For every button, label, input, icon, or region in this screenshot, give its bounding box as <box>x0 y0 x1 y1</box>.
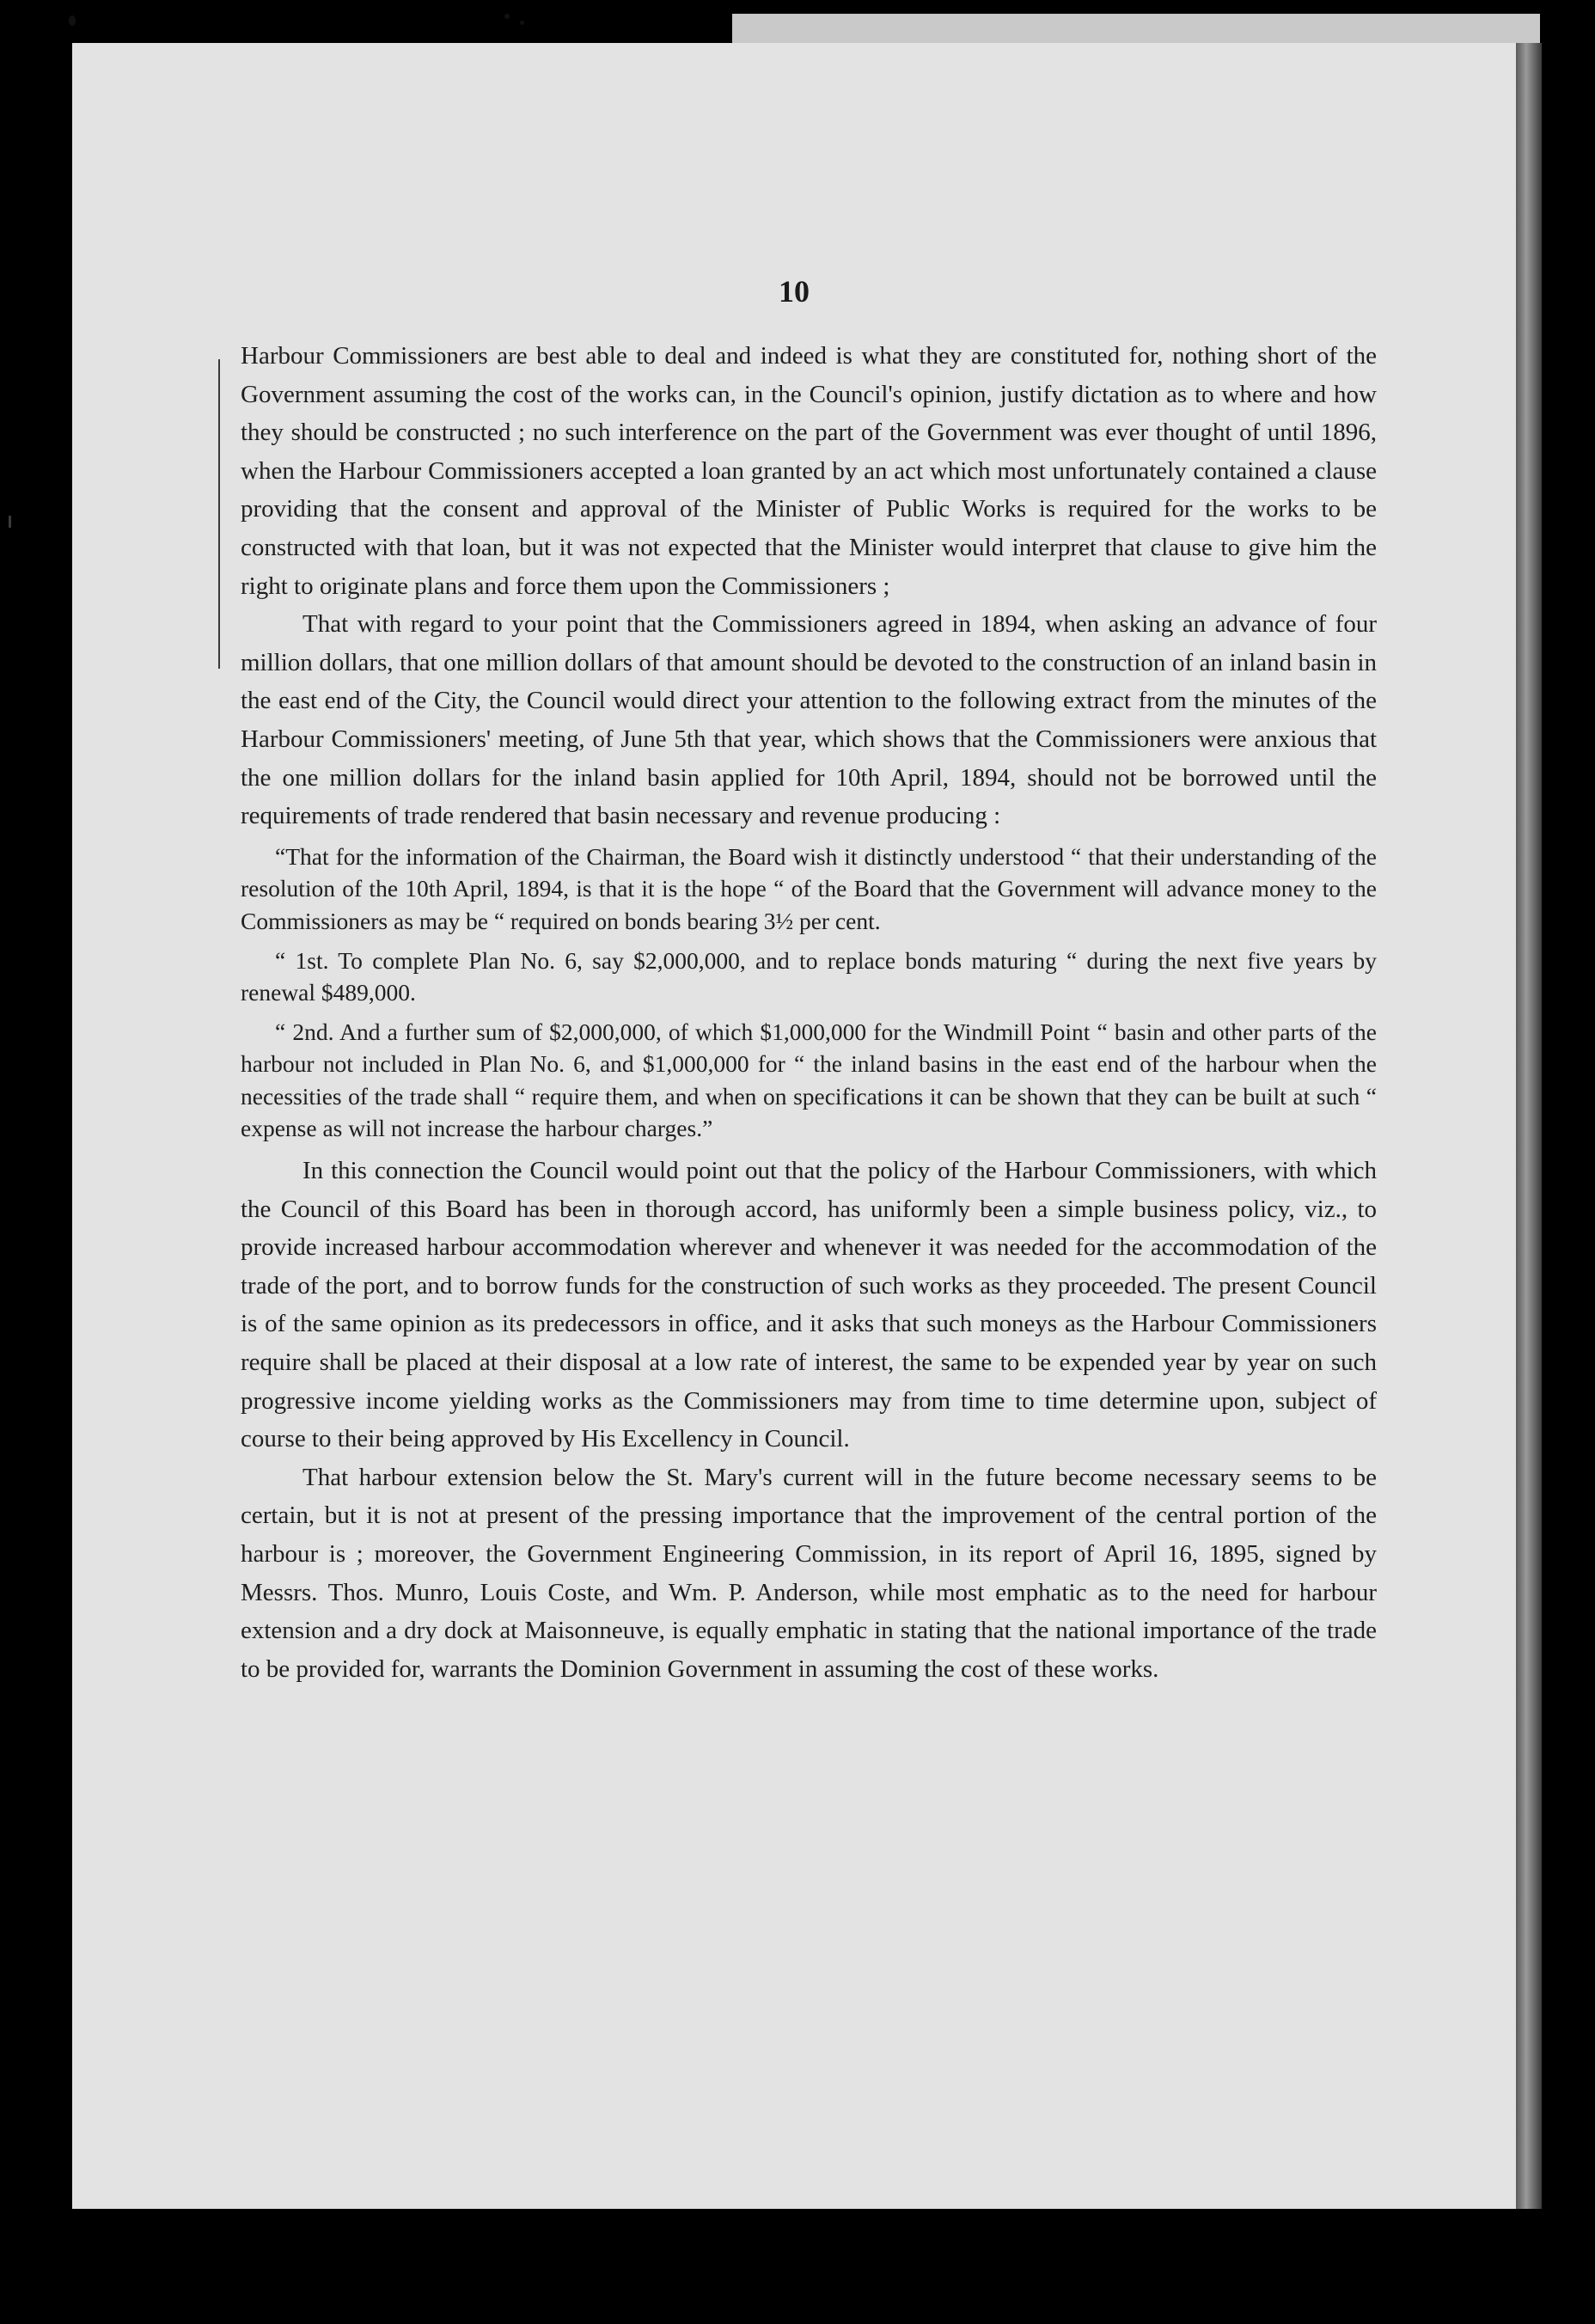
quote-paragraph: “That for the information of the Chairman, the Board wish it distinctly understood “ that their understanding of the resolution of the 10th April, 1894, is that it is the hope “ of the Board that the Government will advance money to the Commissioners as may be “ required on bonds bearing 3½ per cent. <box>241 842 1377 934</box>
paragraph: That with regard to your point that the Commissioners agreed in 1894, when asking an advance of four million dollars, that one million dollars of that amount should be devoted to the construction of an inland basin in the east end of the City, the Council would direct your attention to the following extract from the minutes of the Harbour Commissioners' meeting, of June 5th that year, which shows that the Commissioners were anxious that the one million dollars for the inland basin applied for 10th April, 1894, should not be borrowed until the requirements of trade rendered that basin necessary and revenue producing : <box>241 610 1377 830</box>
page-edge-shadow <box>1516 43 1542 2209</box>
quote-paragraph: “ 1st. To complete Plan No. 6, say $2,000,000, and to replace bonds maturing “ during the next five years by renewal $489,000. <box>241 946 1377 1006</box>
margin-pencil-mark <box>9 516 11 528</box>
paragraph: In this connection the Council would point out that the policy of the Harbour Commissioners, with which the Council of this Board has been in thorough accord, has uniformly been a simple business policy, viz., to provide increased harbour accommodation wherever and whenever it was needed for the accommodation of the trade of the port, and to borrow funds for the construction of such works as they proceeded. The present Council is of the same opinion as its predecessors in office, and it asks that such moneys as the Harbour Commissioners require shall be placed at their disposal at a low rate of interest, the same to be expended year by year on such progressive income yielding works as the Commissioners may from time to time determine upon, subject of course to their being approved by His Excellency in Council. <box>241 1157 1377 1453</box>
document-body <box>241 337 1377 1688</box>
scan-speck <box>520 21 524 25</box>
paragraph: Harbour Commissioners are best able to deal and indeed is what they are constituted for, nothing short of the Government assuming the cost of the works can, in the Council's opinion, justify dictation as to where and how they should be constructed ; no such interference on the part of the Government was ever thought of until 1896, when the Harbour Commissioners accepted a loan granted by an act which most unfortunately contained a clause providing that the consent and approval of the Minister of Public Works is required for the works to be constructed with that loan, but it was not expected that the Minister would interpret that clause to give him the right to originate plans and force them upon the Commissioners ; <box>241 342 1377 600</box>
quoted-extract <box>241 841 1377 1145</box>
scan-speck <box>69 15 76 26</box>
page-number: 10 <box>779 274 810 309</box>
scan-speck <box>504 14 510 19</box>
paragraph: That harbour extension below the St. Mary's current will in the future become necessary seems to be certain, but it is not at present of the pressing importance that the improvement of the central portion of the harbour is ; moreover, the Government Engineering Commission, in its report of April 16, 1895, signed by Messrs. Thos. Munro, Louis Coste, and Wm. P. Anderson, while most emphatic as to the need for harbour extension and a dry dock at Maisonneuve, is equally emphatic in stating that the national importance of the trade to be provided for, warrants the Dominion Government in assuming the cost of these works. <box>241 1463 1377 1683</box>
margin-pencil-mark <box>218 359 220 669</box>
quote-paragraph: “ 2nd. And a further sum of $2,000,000, of which $1,000,000 for the Windmill Point “ basin and other parts of the harbour not included in Plan No. 6, and $1,000,000 for “ the inland basins in the east end of the harbour when the necessities of the trade shall “ require them, and when on specifications it can be shown that they can be built at such “ expense as will not increase the harbour charges.” <box>241 1018 1377 1142</box>
